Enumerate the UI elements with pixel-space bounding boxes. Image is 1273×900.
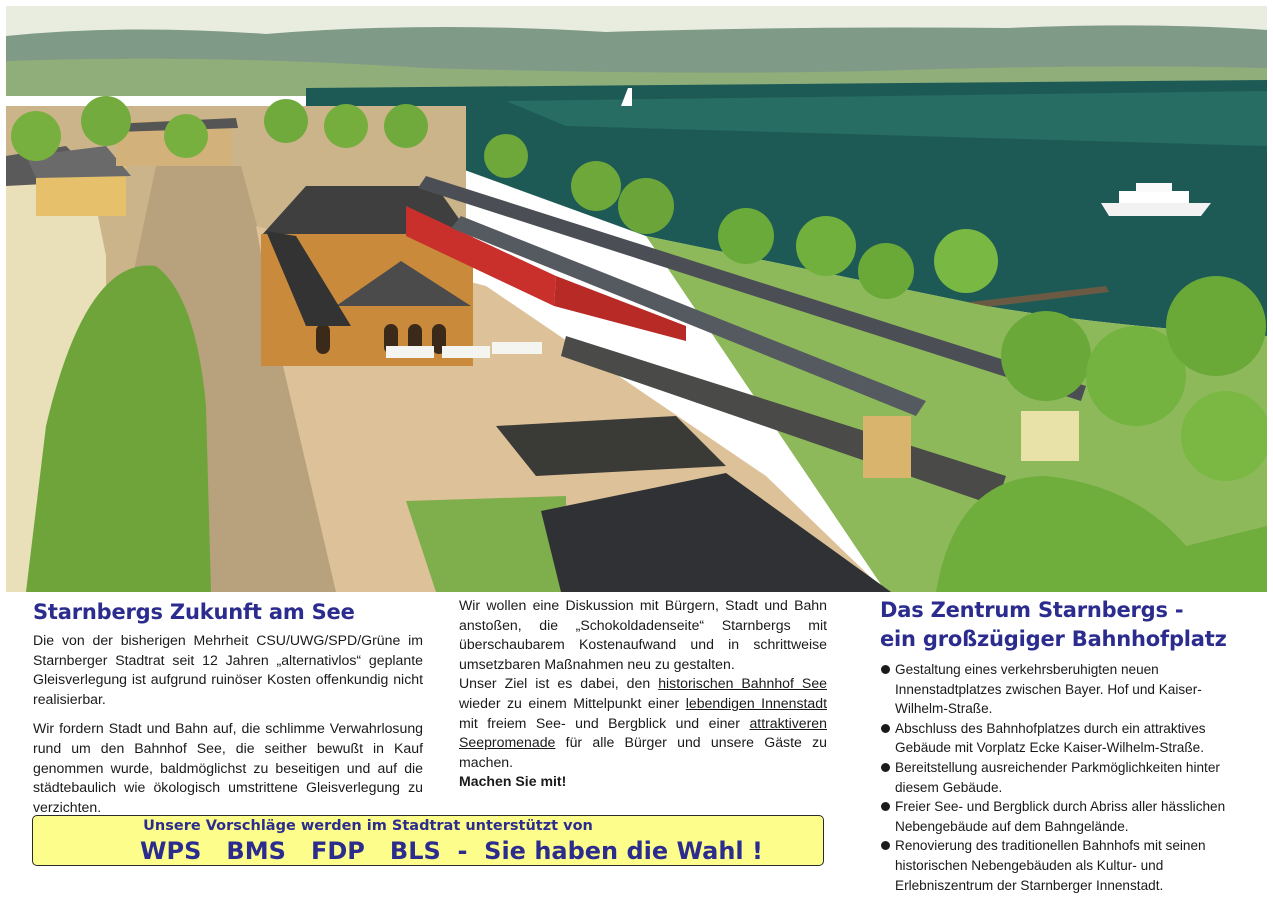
left-paragraph-2: Wir fordern Stadt und Bahn auf, die schlimme Verwahrlosung rund um den Bahnhof See, die seither bewußt in Kauf genommen wurde, baldmöglichst zu beseitigen und auf die städtebaulich wie ökologisch umstrittene Gleisverlegung zu verzichten.	[33, 720, 423, 815]
station-illustration	[6, 6, 1267, 592]
underpass	[496, 416, 726, 476]
link-seepromenade: attraktiveren Seepromenade	[459, 714, 827, 751]
right-heading-line-1: Das Zentrum Starnbergs -	[880, 598, 1184, 622]
link-historischer-bahnhof: historischen Bahnhof See	[658, 675, 827, 692]
link-lebendige-innenstadt: lebendigen Innenstadt	[685, 694, 827, 711]
banner-line-2: WPS BMS FDP BLS - Sie haben die Wahl !	[140, 837, 763, 865]
middle-paragraph-1: Wir wollen eine Diskussion mit Bürgern, Stadt und Bahn anstoßen, die „Schokoldadenseite“ Starnbergs mit überschaubarem Kostenaufwand und in schrittweise umsetzbaren Maßnahmen neu zu gestalten.	[459, 597, 827, 672]
support-banner	[32, 815, 824, 866]
proposal-list	[880, 660, 1250, 895]
middle-text-a: Unser Ziel ist es dabei, den	[459, 675, 659, 692]
left-paragraph-1: Die von der bisherigen Mehrheit CSU/UWG/SPD/Grüne im Starnberger Stadtrat seit 12 Jahren „alternativlos“ geplante Gleisverlegung ist aufgrund ruinöser Kosten offenkundig nicht realisierbar.	[33, 632, 423, 707]
list-item: Abschluss des Bahnhofplatzes durch ein attraktives Gebäude mit Vorplatz Ecke Kaiser-Wilhelm-Straße.	[880, 719, 1250, 758]
right-heading-line-2: ein großzügiger Bahnhofplatz	[880, 627, 1227, 651]
station-building	[261, 186, 473, 366]
banner-line-1: Unsere Vorschläge werden im Stadtrat unterstützt von	[143, 818, 593, 834]
list-item: Freier See- und Bergblick durch Abriss aller hässlichen Nebengebäude auf dem Bahngelände.	[880, 797, 1250, 836]
call-to-action: Machen Sie mit!	[459, 773, 567, 790]
list-item: Renovierung des traditionellen Bahnhofs mit seinen historischen Nebengebäuden als Kultur- und Erlebniszentrum der Starnberger Innenstadt.	[880, 836, 1250, 895]
middle-text-b: wieder zu einem Mittelpunkt einer	[459, 694, 686, 711]
middle-column	[459, 596, 827, 792]
middle-text-c: mit freiem See- und Bergblick und einer	[459, 714, 750, 731]
bahnhof-see-painting	[6, 6, 1267, 592]
list-item: Bereitstellung ausreichender Parkmöglichkeiten hinter diesem Gebäude.	[880, 758, 1250, 797]
kiosk	[863, 416, 911, 478]
right-heading	[880, 596, 1250, 654]
tree	[718, 208, 774, 264]
cafe-umbrella	[386, 346, 434, 358]
right-column	[880, 596, 1250, 895]
left-column	[33, 596, 423, 817]
middle-paragraph-2	[459, 674, 827, 772]
list-item: Gestaltung eines verkehrsberuhigten neuen Innenstadtplatzes zwischen Bayer. Hof und Kaiser-Wilhelm-Straße.	[880, 660, 1250, 719]
left-heading: Starnbergs Zukunft am See	[33, 600, 355, 624]
middle-text-d: für alle Bürger und unsere Gäste zu machen.	[459, 734, 827, 770]
